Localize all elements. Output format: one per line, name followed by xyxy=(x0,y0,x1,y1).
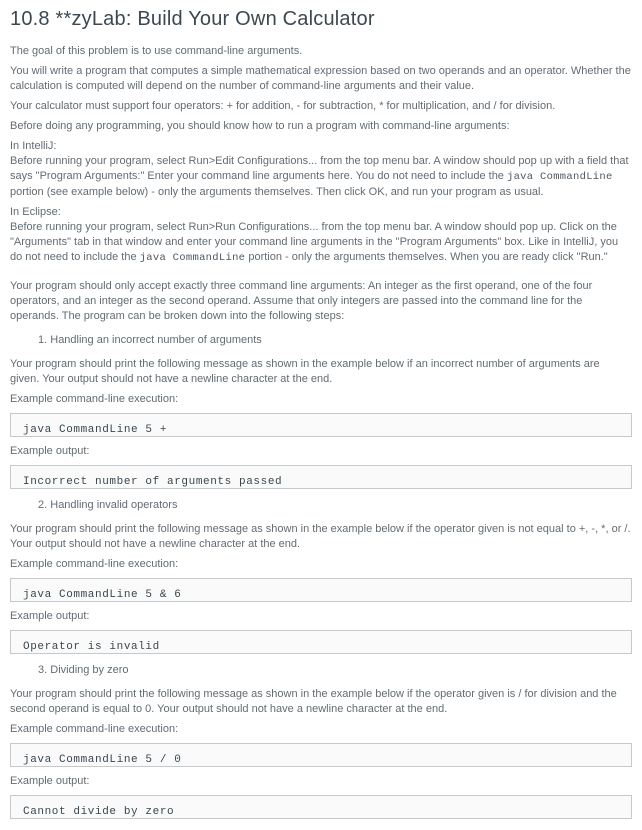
intellij-text-before: Before running your program, select Run>Edit Configurations... from the top menu bar. A window should pop up with a field that says "Program Arguments:" Enter your command line arguments here. You do not need to include the xyxy=(10,155,629,182)
intro-description-paragraph: You will write a program that computes a simple mathematical expression based on two operands and an operator. Whether the calculation is computed will depend on the number of command-line arguments and their value. xyxy=(10,65,631,92)
intro-before-programming-paragraph: Before doing any programming, you should know how to run a program with command-line arguments: xyxy=(10,120,510,132)
intellij-inline-code: java CommandLine xyxy=(506,171,613,183)
page-title: 10.8 **zyLab: Build Your Own Calculator xyxy=(10,8,375,30)
code-block-exec-3 xyxy=(10,743,632,767)
code-text: Cannot divide by zero xyxy=(23,806,175,818)
step-number: 2. xyxy=(38,499,48,511)
code-block-output-3 xyxy=(10,795,632,819)
step-title: Handling an incorrect number of arguments xyxy=(50,334,262,346)
ide-instruction-intellij xyxy=(10,139,632,200)
step-title: Handling invalid operators xyxy=(50,499,178,511)
requirements-paragraph: Your program should only accept exactly three command line arguments: An integer as the first operand, one of the four operators, and an integer as the second operand. Assume that only integers are passed into the command line for the operands. The program can be broken down into the following steps: xyxy=(10,280,593,322)
example-exec-label: Example command-line execution: xyxy=(10,558,179,570)
example-output-label: Example output: xyxy=(10,610,90,622)
step-list-item-3 xyxy=(10,663,632,678)
example-output-label: Example output: xyxy=(10,775,90,787)
step-list-item-2 xyxy=(10,498,632,513)
code-text: java CommandLine 5 & 6 xyxy=(23,589,182,601)
example-output-label: Example output: xyxy=(10,445,90,457)
code-block-exec-2 xyxy=(10,578,632,602)
code-block-output-2 xyxy=(10,630,632,654)
code-text: Incorrect number of arguments passed xyxy=(23,476,283,488)
example-exec-label: Example command-line execution: xyxy=(10,393,179,405)
intro-goal-paragraph: The goal of this problem is to use command-line arguments. xyxy=(10,45,303,57)
step-section-1 xyxy=(10,333,632,489)
eclipse-text-after: portion - only the arguments themselves. When you are ready click "Run." xyxy=(245,251,608,263)
code-text: java CommandLine 5 + xyxy=(23,424,168,436)
step-description: Your program should print the following message as shown in the example below if the operator given is not equal to +, -, *, or /. Your output should not have a newline character at the end. xyxy=(10,523,631,550)
eclipse-heading: In Eclipse: xyxy=(10,206,61,218)
intellij-text-after: portion (see example below) - only the arguments themselves. Then click OK, and run your program as usual. xyxy=(10,186,544,198)
step-number: 1. xyxy=(38,334,48,346)
step-description: Your program should print the following message as shown in the example below if an incorrect number of arguments are given. Your output should not have a newline character at the end. xyxy=(10,358,600,385)
step-title: Dividing by zero xyxy=(50,664,129,676)
step-list-item-1 xyxy=(10,333,632,348)
eclipse-text-before: Before running your program, select Run>Run Configurations... from the top menu bar. A window should pop up. Click on the "Arguments" tab in that window and enter your command line arguments in the "Program Arguments" box. Like in IntelliJ, you do not need to include the xyxy=(10,221,619,263)
step-number: 3. xyxy=(38,664,48,676)
code-block-output-1 xyxy=(10,465,632,489)
code-text: java CommandLine 5 / 0 xyxy=(23,754,182,766)
code-text: Operator is invalid xyxy=(23,641,160,653)
ide-instruction-eclipse xyxy=(10,205,632,266)
example-exec-label: Example command-line execution: xyxy=(10,723,179,735)
code-block-exec-1 xyxy=(10,413,632,437)
eclipse-inline-code: java CommandLine xyxy=(139,252,246,264)
step-section-3 xyxy=(10,663,632,819)
intro-operators-paragraph: Your calculator must support four operators: + for addition, - for subtraction, * for multiplication, and / for division. xyxy=(10,100,556,112)
step-description: Your program should print the following message as shown in the example below if the operator given is / for division and the second operand is equal to 0. Your output should not have a newline character at the end. xyxy=(10,688,617,715)
intellij-heading: In IntelliJ: xyxy=(10,140,57,152)
step-section-2 xyxy=(10,498,632,654)
